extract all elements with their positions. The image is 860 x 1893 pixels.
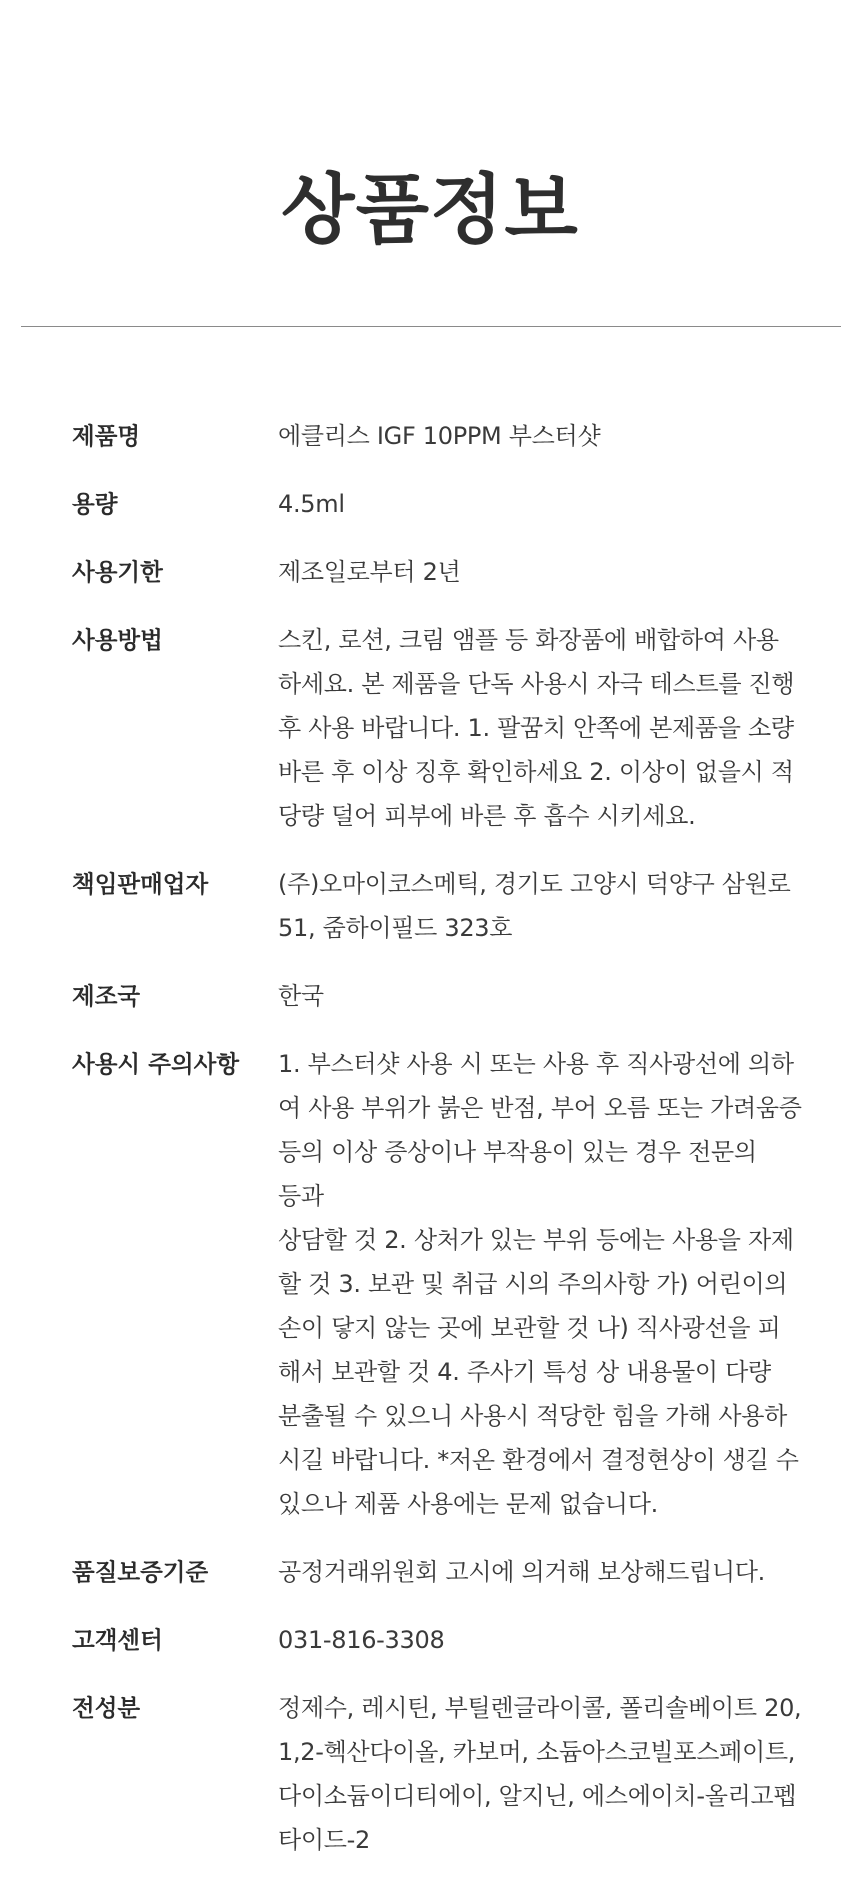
info-label: 용량 [72, 490, 118, 518]
info-value: 제조일로부터 2년 [278, 558, 461, 586]
info-value: 스킨, 로션, 크림 앰플 등 화장품에 배합하여 사용 하세요. 본 제품을 단독 사용시 자극 테스트를 진행 후 사용 바랍니다. 1. 팔꿈치 안쪽에 본제품을 소량 바른 후 이상 징후 확인하세요 2. 이상이 없을시 적 당량 덜어 피부에 바른 후 흡수 시키세요. [278, 626, 795, 830]
info-row-product-name [72, 414, 802, 458]
info-label: 고객센터 [72, 1626, 163, 1654]
page-title: 상품정보 [281, 165, 579, 254]
info-row-expiry [72, 550, 802, 594]
info-label: 사용시 주의사항 [72, 1050, 240, 1078]
info-row-precautions [72, 1042, 802, 1526]
info-label: 책임판매업자 [72, 870, 209, 898]
info-label: 제품명 [72, 422, 141, 450]
info-value: 4.5ml [278, 490, 345, 518]
info-row-volume [72, 482, 802, 526]
info-row-seller [72, 862, 802, 950]
info-label: 사용방법 [72, 626, 163, 654]
info-row-customer-center [72, 1618, 802, 1662]
info-value: 1. 부스터샷 사용 시 또는 사용 후 직사광선에 의하 여 사용 부위가 붉은 반점, 부어 오름 또는 가려움증 등의 이상 증상이나 부작용이 있는 경우 전문의 등과 상담할 것 2. 상처가 있는 부위 등에는 사용을 자제 할 것 3. 보관 및 취급 시의 주의사항 가) 어린이의 손이 닿지 않는 곳에 보관할 것 나) 직사광선을 피 해서 보관할 것 4. 주사기 특성 상 내용물이 다량 분출될 수 있으니 사용시 적당한 힘을 가해 사용하 시길 바랍니다. *저온 환경에서 결정현상이 생길 수 있으나 제품 사용에는 문제 없습니다. [278, 1050, 802, 1518]
info-value: (주)오마이코스메틱, 경기도 고양시 덕양구 삼원로 51, 줌하이필드 323호 [278, 870, 791, 942]
info-label: 사용기한 [72, 558, 163, 586]
info-row-country [72, 974, 802, 1018]
info-value: 한국 [278, 982, 324, 1010]
info-value: 에클리스 IGF 10PPM 부스터샷 [278, 422, 601, 450]
info-label: 품질보증기준 [72, 1558, 209, 1586]
info-value: 정제수, 레시틴, 부틸렌글라이콜, 폴리솔베이트 20, 1,2-헥산다이올, 카보머, 소듐아스코빌포스페이트, 다이소듐이디티에이, 알지닌, 에스에이치-올리고펩 타이드-2 [278, 1694, 802, 1854]
title-divider [21, 326, 841, 327]
info-value: 031-816-3308 [278, 1626, 445, 1654]
product-info-list [72, 414, 802, 1886]
info-row-ingredients [72, 1686, 802, 1862]
info-value: 공정거래위원회 고시에 의거해 보상해드립니다. [278, 1558, 765, 1586]
info-label: 제조국 [72, 982, 141, 1010]
info-row-quality-guarantee [72, 1550, 802, 1594]
info-row-usage [72, 618, 802, 838]
info-label: 전성분 [72, 1694, 141, 1722]
